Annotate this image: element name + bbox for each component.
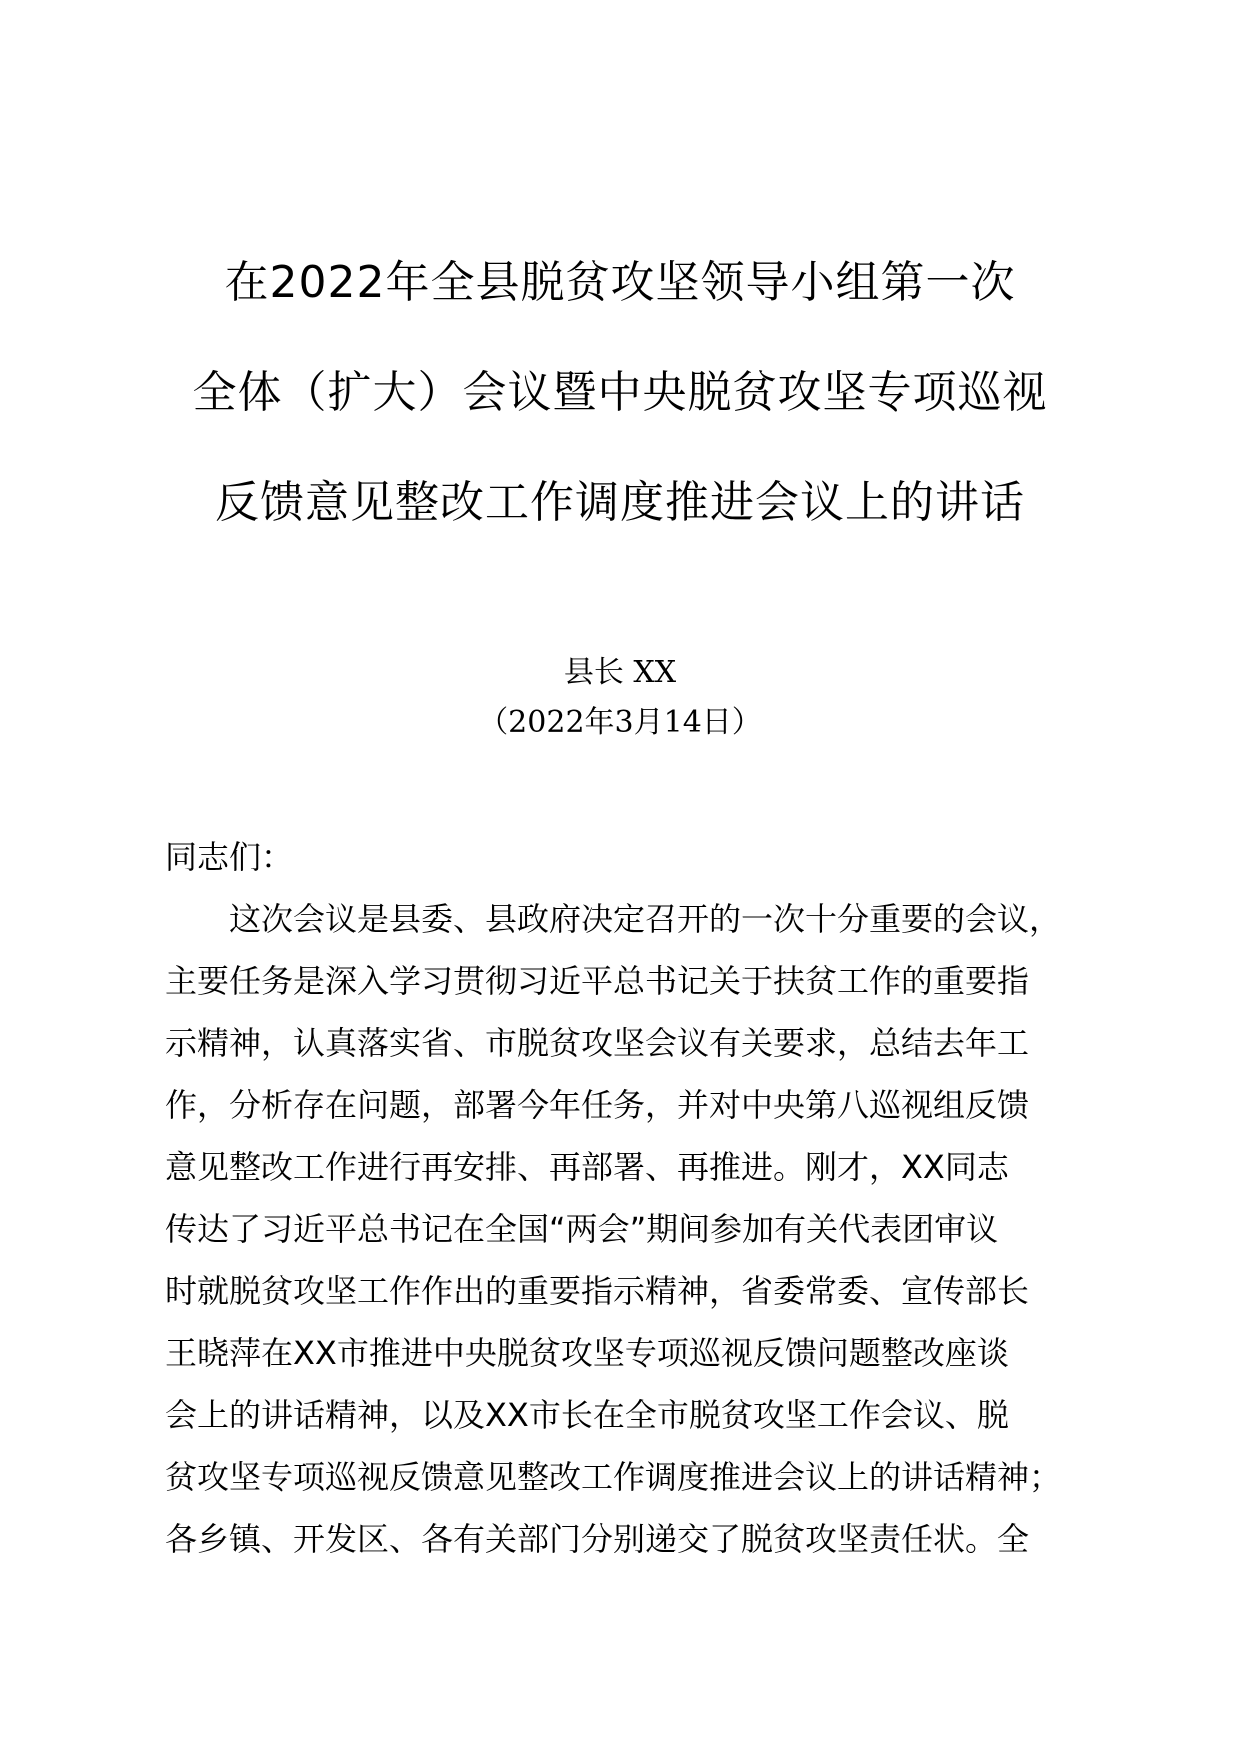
paragraph-line: 传达了习近平总书记在全国“两会”期间参加有关代表团审议 (165, 1210, 999, 1248)
salutation: 同志们： (165, 838, 294, 876)
speaker-line: 县长 XX (563, 655, 677, 690)
document-title (0, 228, 1240, 558)
title-line-2: 全体（扩大）会议暨中央脱贫攻坚专项巡视 (192, 367, 1048, 418)
paragraph-line: 各乡镇、开发区、各有关部门分别递交了脱贫攻坚责任状。全 (165, 1520, 1030, 1558)
title-line-1: 在2022年全县脱贫攻坚领导小组第一次 (224, 257, 1016, 308)
paragraph-line: 时就脱贫攻坚工作作出的重要指示精神，省委常委、宣传部长 (165, 1272, 1030, 1310)
paragraph-line: 示精神，认真落实省、市脱贫攻坚会议有关要求，总结去年工 (165, 1024, 1030, 1062)
paragraph-line: 王晓萍在XX市推进中央脱贫攻坚专项巡视反馈问题整改座谈 (165, 1334, 1009, 1372)
speech-meta (0, 648, 1240, 748)
speech-body (165, 826, 1125, 1570)
title-line-3: 反馈意见整改工作调度推进会议上的讲话 (215, 477, 1025, 528)
date-line: （2022年3月14日） (478, 705, 762, 740)
paragraph-line: 这次会议是县委、县政府决定召开的一次十分重要的会议， (229, 900, 1062, 938)
paragraph-line: 主要任务是深入学习贯彻习近平总书记关于扶贫工作的重要指 (165, 962, 1030, 1000)
paragraph-line: 意见整改工作进行再安排、再部署、再推进。刚才，XX同志 (165, 1148, 1009, 1186)
paragraph-line: 作，分析存在问题，部署今年任务，并对中央第八巡视组反馈 (165, 1086, 1030, 1124)
paragraph-line: 贫攻坚专项巡视反馈意见整改工作调度推进会议上的讲话精神； (165, 1458, 1062, 1496)
paragraph-line: 会上的讲话精神，以及XX市长在全市脱贫攻坚工作会议、脱 (165, 1396, 1009, 1434)
